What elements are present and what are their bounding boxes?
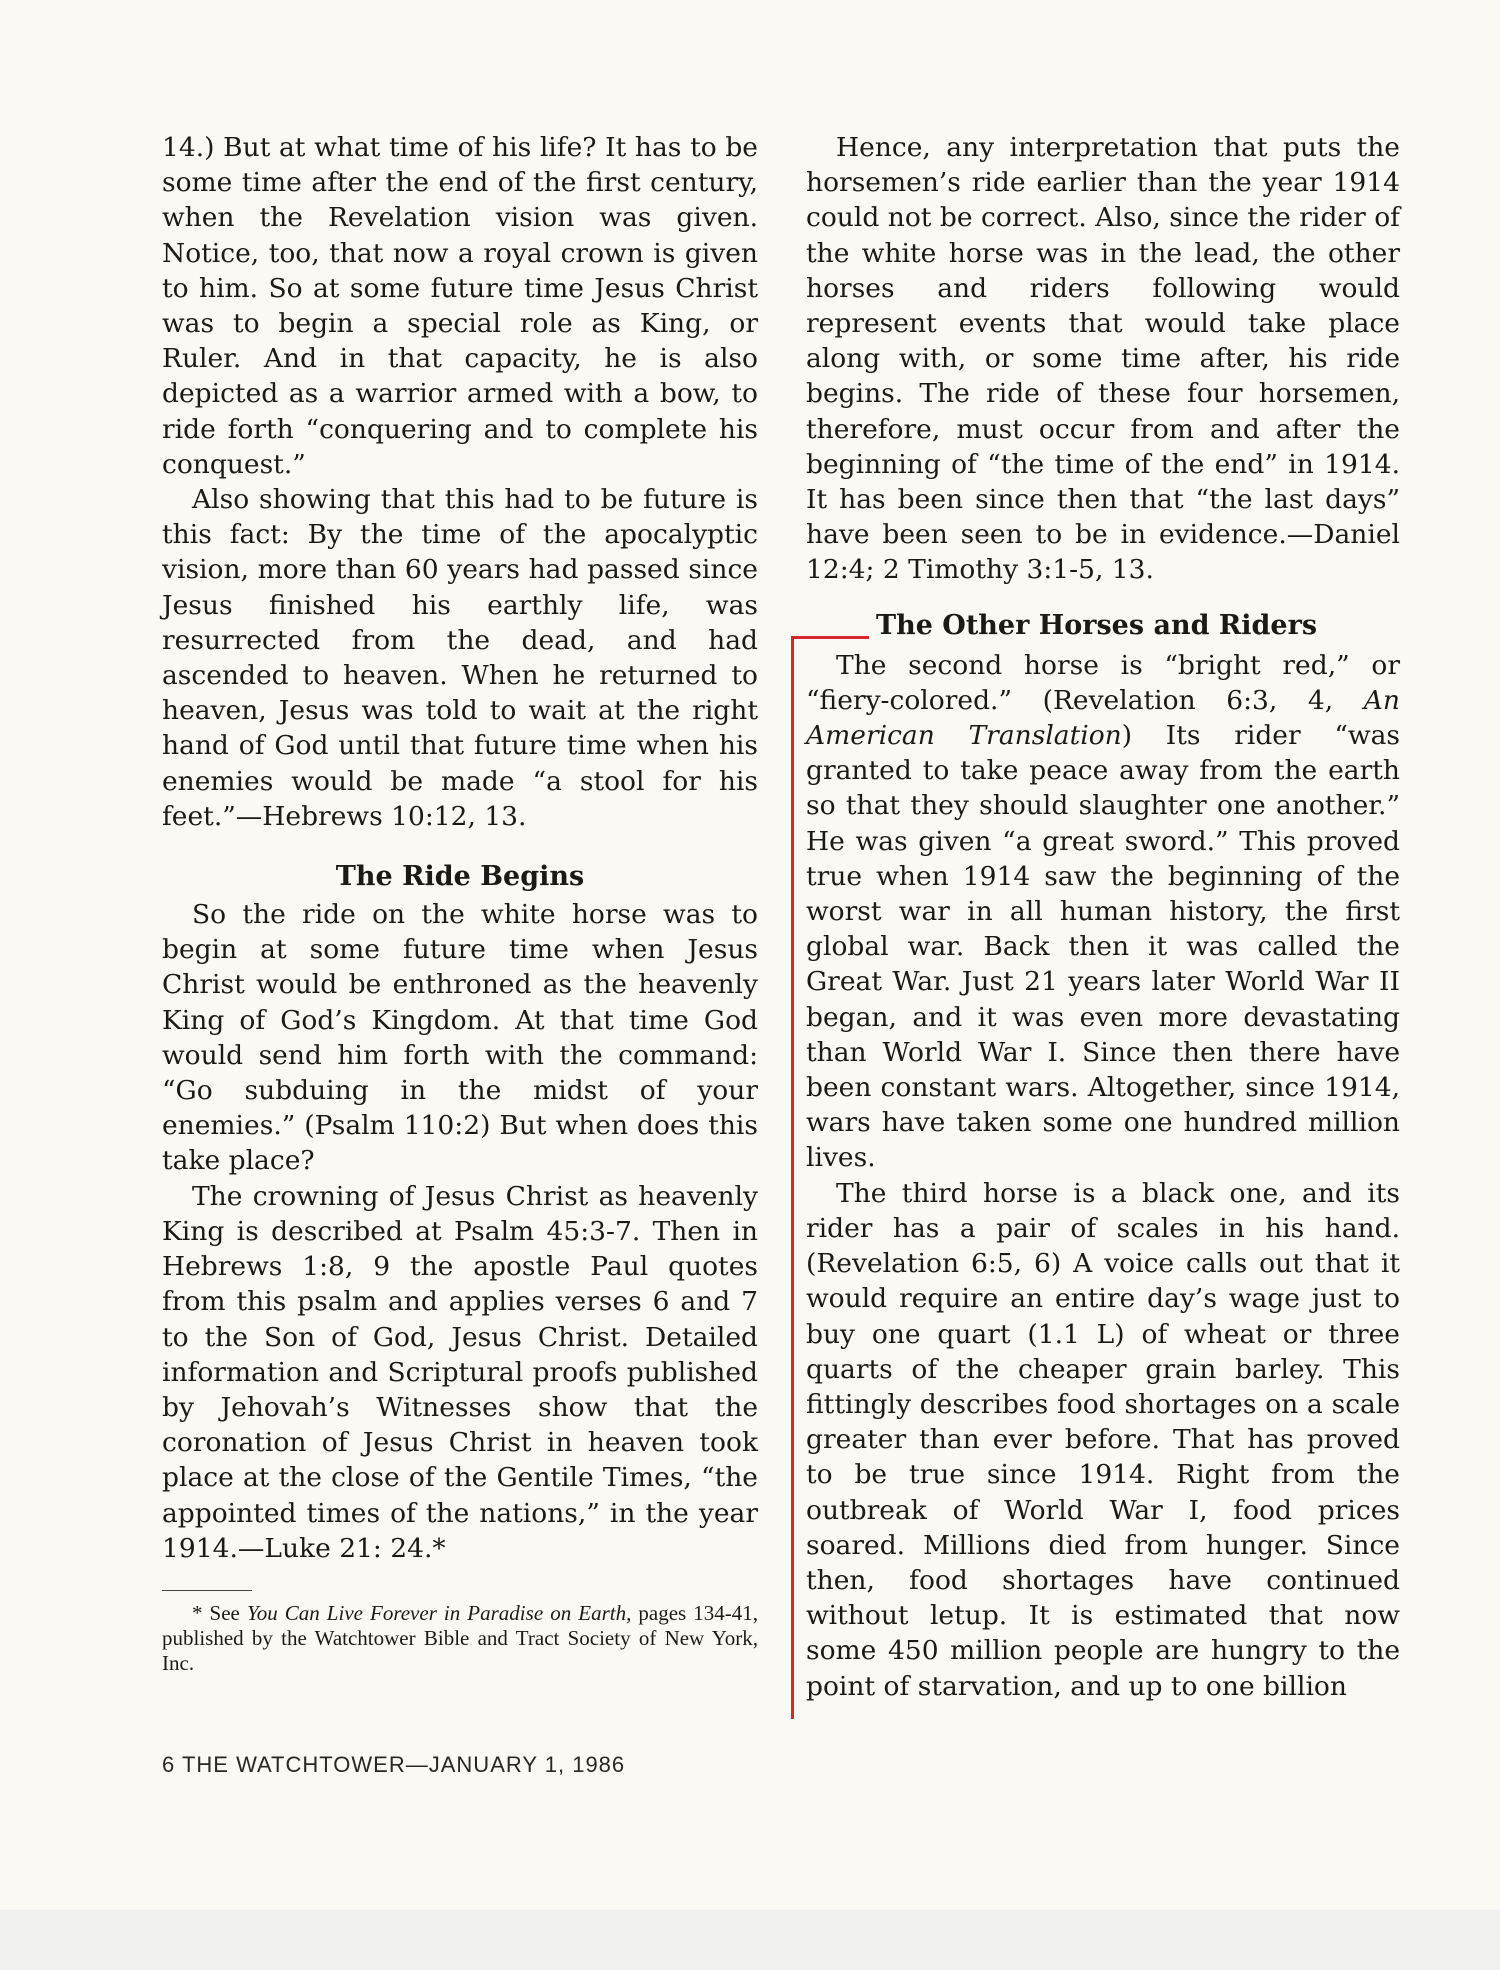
right-column — [806, 130, 1400, 1704]
translation-title: An American Translation — [806, 684, 1400, 752]
red-bracket-marker — [791, 636, 794, 1719]
body-paragraph — [806, 648, 1400, 1176]
scan-margin — [0, 1910, 1500, 1970]
paragraph-part: The second horse is “bright red,” or “fiery-colored.” (Revelation 6:3, 4, — [806, 649, 1400, 716]
body-paragraph: The third horse is a black one, and its rider has a pair of scales in his hand. (Revelation 6:5, 6) A voice calls out that it would require an entire day’s wage just to buy one quart (1.1 L) of wheat or three quarts of the cheaper grain barley. This fittingly describes food shortages on a scale greater than ever before. That has proved to be true since 1914. Right from the outbreak of World War I, food prices soared. Millions died from hunger. Since then, food shortages have continued without letup. It is estimated that now some 450 million people are hungry to the point of starvation, and up to one billion — [806, 1177, 1400, 1702]
footnote — [162, 1601, 758, 1676]
body-paragraph: Hence, any interpretation that puts the horsemen’s ride earlier than the year 1914 could not be correct. Also, since the rider of the white horse was in the lead, the other horses and riders following would represent events that would take place along with, or some time after, his ride begins. The ride of these four horsemen, therefore, must occur from and after the beginning of “the time of the end” in 1914. It has been since then that “the last days” have been seen to be in evidence.—Daniel 12:4; 2 Timothy 3:1-5, 13. — [806, 132, 1400, 586]
body-paragraph: 14.) But at what time of his life? It has to be some time after the end of the first century, when the Revelation vision was given. Notice, too, that now a royal crown is given to him. So at some future time Jesus Christ was to begin a special role as King, or Ruler. And in that capacity, he is also depicted as a warrior armed with a bow, to ride forth “conquering and to complete his conquest.” — [162, 132, 758, 480]
footnote-divider — [162, 1590, 252, 1591]
red-bracket-marker-top — [791, 636, 869, 639]
page-footer: 6 THE WATCHTOWER—JANUARY 1, 1986 — [162, 1752, 626, 1777]
left-column — [162, 130, 758, 1676]
body-paragraph: Also showing that this had to be future is this fact: By the time of the apocalyptic vision, more than 60 years had passed since Jesus finished his earthly life, was resurrected from the dead, and had ascended to heaven. When he returned to heaven, Jesus was told to wait at the right hand of God until that future time when his enemies would be made “a stool for his feet.”—Hebrews 10:12, 13. — [162, 484, 758, 832]
paragraph-part: ) Its rider “was granted to take peace away from the earth so that they should slaughter one another.” He was given “a great sword.” This proved true when 1914 saw the beginning of the worst war in all human history, the first global war. Back then it was called the Great War. Just 21 years later World War II began, and it was even more devastating than World War I. Since then there have been constant wars. Altogether, since 1914, wars have taken some one hundred million lives. — [806, 720, 1400, 1174]
section-heading-other-horses: The Other Horses and Riders — [876, 609, 1318, 641]
footnote-book-title: You Can Live Forever in Paradise on Earth, — [246, 1600, 632, 1625]
body-paragraph: So the ride on the white horse was to begin at some future time when Jesus Christ would be enthroned as the heavenly King of God’s Kingdom. At that time God would send him forth with the command: “Go subduing in the midst of your enemies.” (Psalm 110:2) But when does this take place? — [162, 899, 758, 1177]
body-paragraph: The crowning of Jesus Christ as heavenly King is described at Psalm 45:3-7. Then in Hebrews 1:8, 9 the apostle Paul quotes from this psalm and applies verses 6 and 7 to the Son of God, Jesus Christ. Detailed information and Scriptural proofs published by Jehovah’s Witnesses show that the coronation of Jesus Christ in heaven took place at the close of the Gentile Times, “the appointed times of the nations,” in the year 1914.—Luke 21: 24.* — [162, 1180, 758, 1564]
footnote-prefix: * See — [192, 1600, 247, 1625]
section-heading-ride-begins: The Ride Begins — [335, 861, 585, 893]
footnote-suffix: pages 134-41, published by the Watchtower Bible and Tract Society of New York, Inc. — [162, 1600, 759, 1675]
